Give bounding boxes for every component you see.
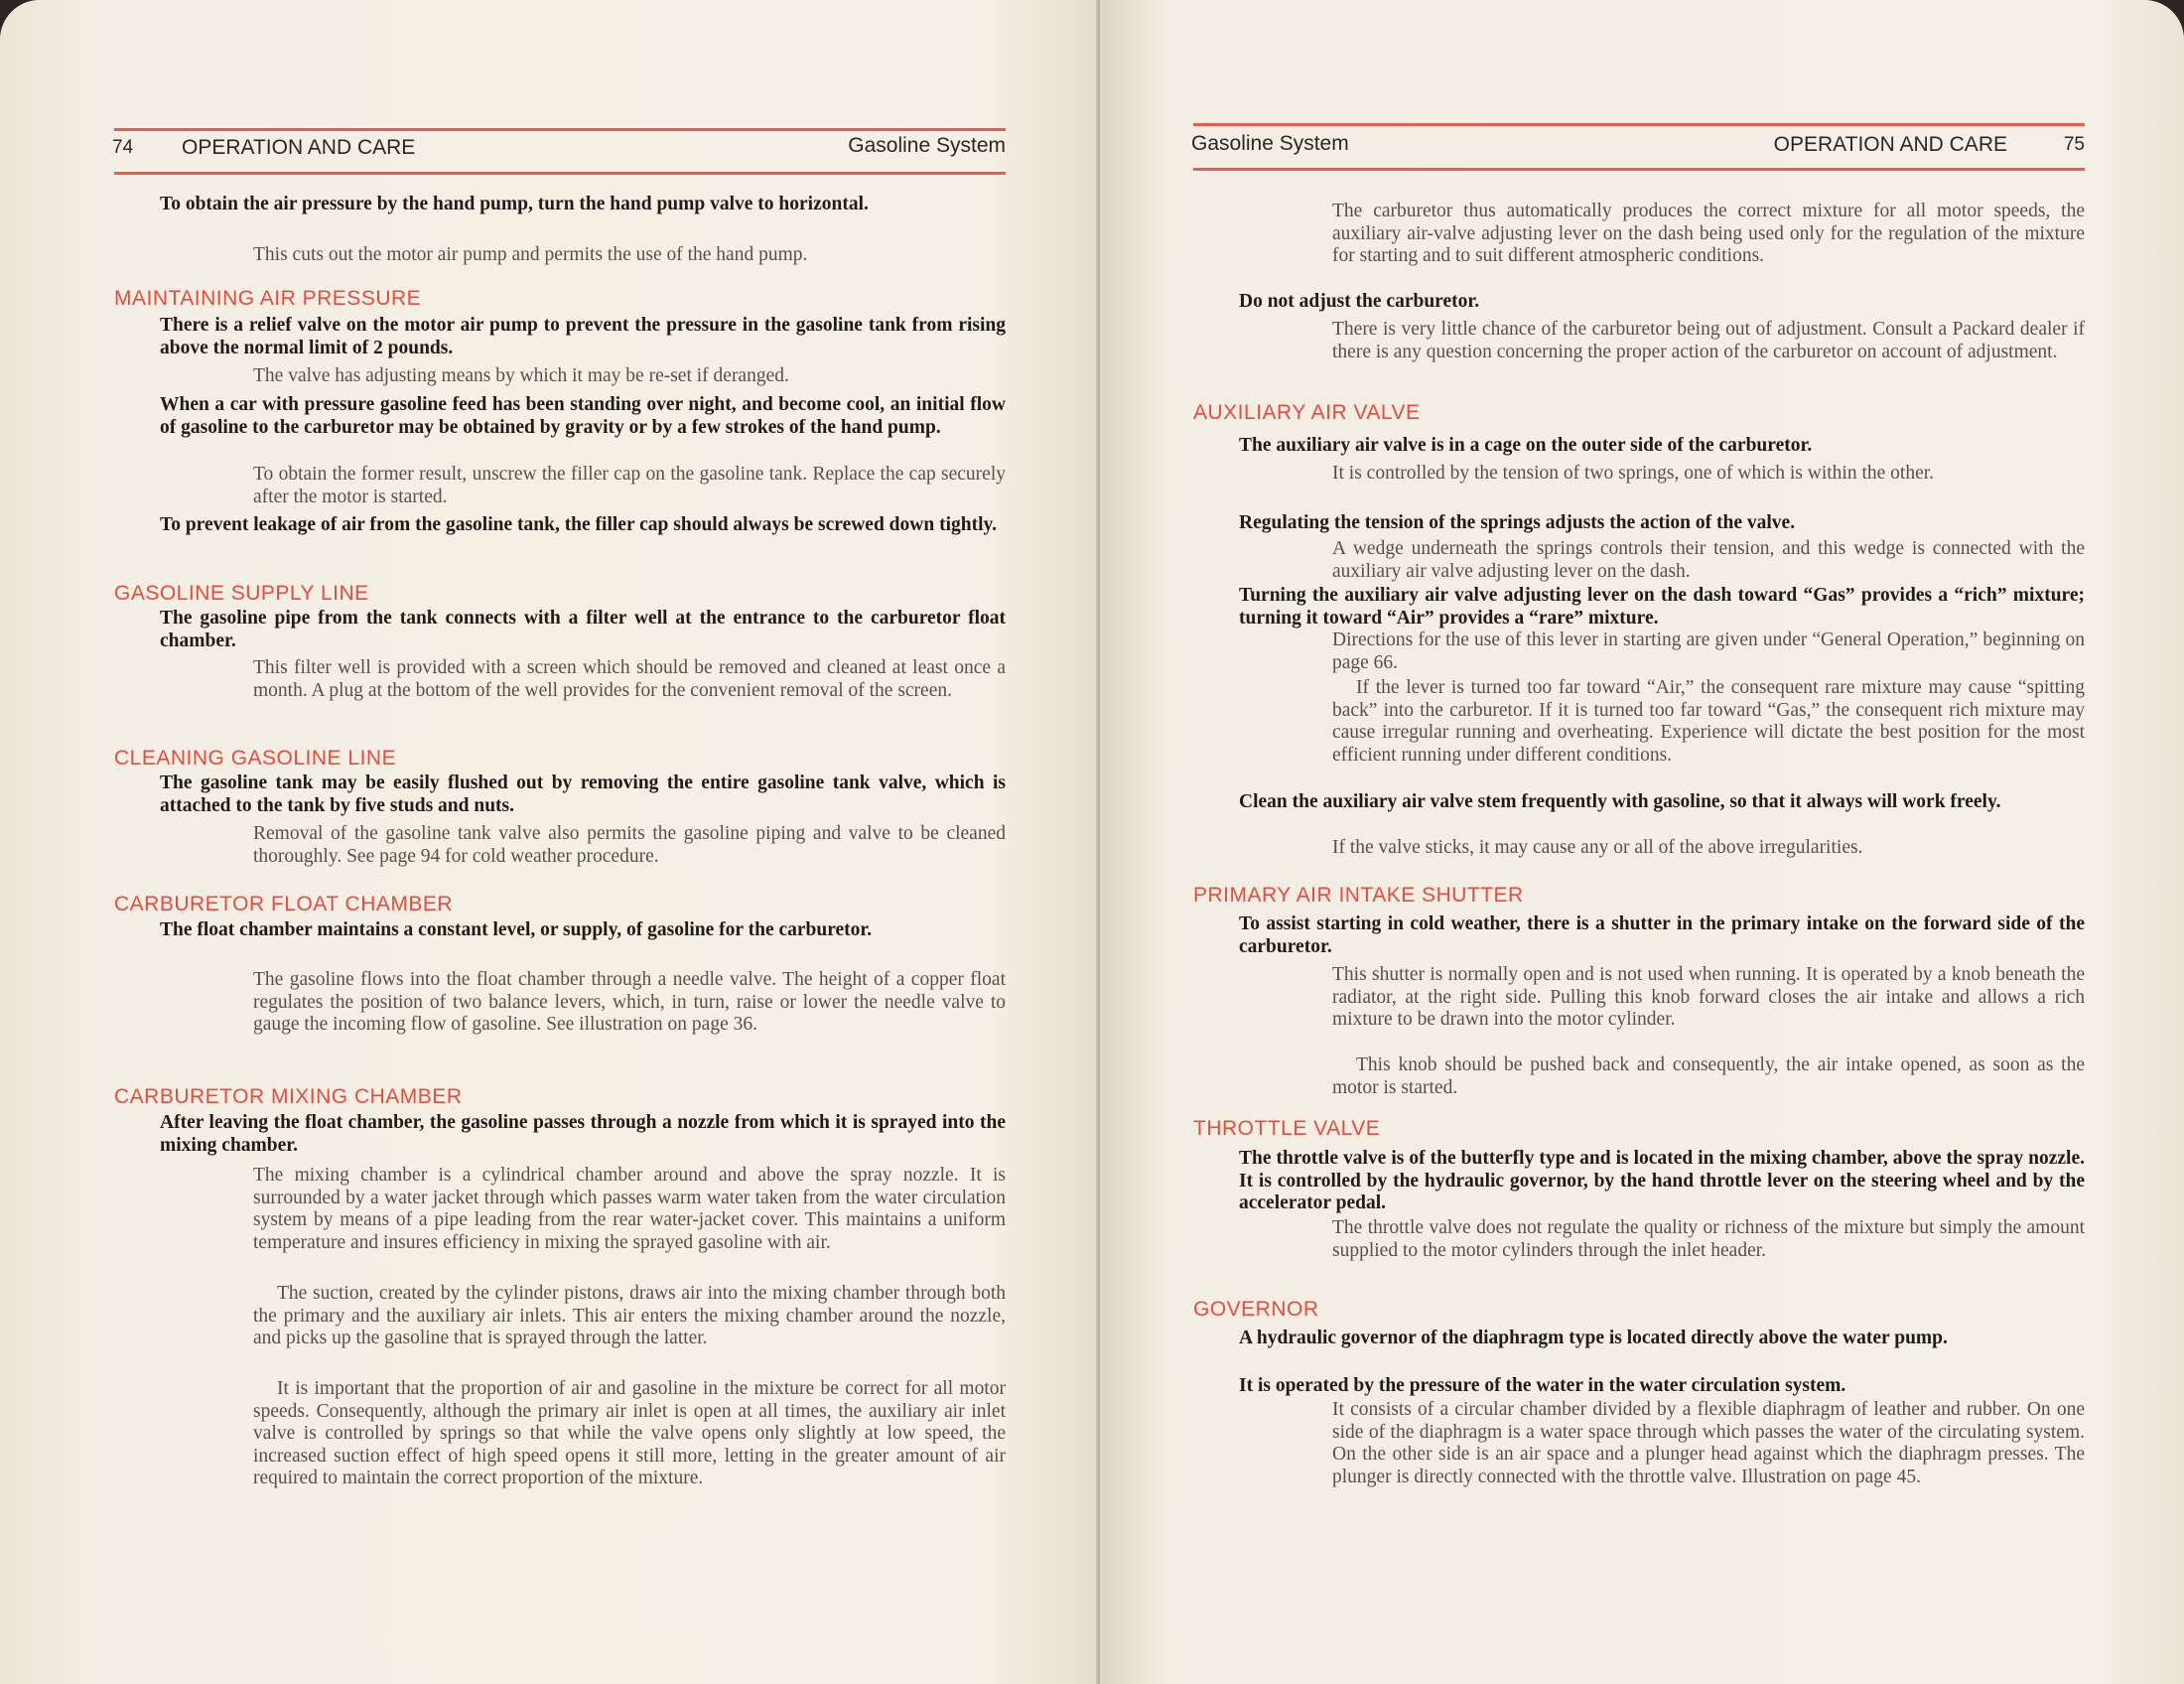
bold-paragraph: Clean the auxiliary air valve stem frequently with gasoline, so that it always will work freely. — [1239, 791, 2001, 812]
page-number: 74 — [112, 137, 134, 158]
bold-paragraph: After leaving the float chamber, the gasoline passes through a nozzle from which it is sprayed into the mixing chamber. — [160, 1112, 1006, 1156]
section-title: Gasoline System — [848, 134, 1006, 157]
body-paragraph: This shutter is normally open and is not used when running. It is operated by a knob beneath the radiator, at the right side. Pulling this knob forward closes the air intake and allows a rich mixture to be drawn into the motor cylinder. — [1332, 964, 2085, 1030]
body-paragraph: The mixing chamber is a cylindrical chamber around and above the spray nozzle. It is surrounded by a water jacket through which passes warm water taken from the water circulation system by means of a pipe leading from the rear water-jacket cover. This maintains a uniform temperature and insures efficiency in mixing the sprayed gasoline with air. — [253, 1165, 1006, 1253]
bold-paragraph: There is a relief valve on the motor air pump to prevent the pressure in the gasoline tank from rising above the normal limit of 2 pounds. — [160, 315, 1006, 358]
bold-paragraph: Do not adjust the carburetor. — [1239, 291, 1480, 312]
section-heading: PRIMARY AIR INTAKE SHUTTER — [1193, 884, 1524, 907]
section-heading: AUXILIARY AIR VALVE — [1193, 401, 1421, 424]
bold-paragraph: It is operated by the pressure of the water in the water circulation system. — [1239, 1375, 1846, 1396]
bold-paragraph: Turning the auxiliary air valve adjusting lever on the dash toward “Gas” provides a “rich” mixture; turning it toward “Air” provides a “rare” mixture. — [1239, 585, 2085, 629]
body-paragraph: If the valve sticks, it may cause any or all of the above irregularities. — [1332, 837, 1863, 858]
running-title: OPERATION AND CARE — [1773, 133, 2007, 156]
bold-paragraph: A hydraulic governor of the diaphragm type is located directly above the water pump. — [1239, 1328, 1948, 1348]
bold-paragraph: To obtain the air pressure by the hand pump, turn the hand pump valve to horizontal. — [160, 194, 869, 214]
body-paragraph: To obtain the former result, unscrew the filler cap on the gasoline tank. Replace the cap securely after the motor is started. — [253, 464, 1006, 507]
bold-paragraph: The auxiliary air valve is in a cage on the outer side of the carburetor. — [1239, 435, 1813, 456]
body-paragraph: The suction, created by the cylinder pistons, draws air into the mixing chamber through both the primary and the auxiliary air inlets. This air enters the mixing chamber around the nozzle, and picks up the gasoline that is sprayed through the latter. — [253, 1283, 1006, 1348]
body-paragraph: Directions for the use of this lever in starting are given under “General Operation,” beginning on page 66. — [1332, 630, 2085, 673]
body-paragraph: There is very little chance of the carburetor being out of adjustment. Consult a Packard dealer if there is any question concerning the proper action of the carburetor on account of adjustment. — [1332, 319, 2085, 362]
header-rule-top — [1193, 123, 2085, 126]
bold-paragraph: To assist starting in cold weather, there is a shutter in the primary intake on the forward side of the carburetor. — [1239, 913, 2085, 957]
body-paragraph: The gasoline flows into the float chamber through a needle valve. The height of a copper float regulates the position of two balance levers, which, in turn, raise or lower the needle valve to gauge the incoming flow of gasoline. See illustration on page 36. — [253, 969, 1006, 1035]
header-rule-bottom — [1193, 168, 2085, 171]
section-heading: MAINTAINING AIR PRESSURE — [114, 287, 422, 310]
body-paragraph: It consists of a circular chamber divided by a flexible diaphragm of leather and rubber. On one side of the diaphragm is a water space through which passes the water of the circulating system. On the other side is an air space and a plunger head against which the diaphragm presses. The plunger is directly connected with the throttle valve. Illustration on page 45. — [1332, 1399, 2085, 1487]
right-page — [1100, 0, 2184, 1684]
body-paragraph: This filter well is provided with a screen which should be removed and cleaned at least once a month. A plug at the bottom of the well provides for the convenient removal of the screen. — [253, 657, 1006, 701]
body-paragraph: It is important that the proportion of air and gasoline in the mixture be correct for all motor speeds. Consequently, although the primary air inlet is open at all times, the auxiliary air inlet valve is controlled by springs so that while the valve opens only slightly at low speed, the increased suction effect of high speed opens it still more, letting in the greater amount of air required to maintain the correct proportion of the mixture. — [253, 1378, 1006, 1488]
body-paragraph: A wedge underneath the springs controls their tension, and this wedge is connected with the auxiliary air valve adjusting lever on the dash. — [1332, 538, 2085, 582]
section-heading: GOVERNOR — [1193, 1298, 1319, 1321]
header-rule-bottom — [114, 172, 1006, 175]
running-title: OPERATION AND CARE — [182, 136, 416, 159]
section-title: Gasoline System — [1191, 132, 1349, 155]
bold-paragraph: The gasoline tank may be easily flushed out by removing the entire gasoline tank valve, which is attached to the tank by five studs and nuts. — [160, 772, 1006, 816]
body-paragraph: This cuts out the motor air pump and permits the use of the hand pump. — [253, 244, 808, 265]
header-rule-top — [114, 128, 1006, 131]
body-paragraph: The valve has adjusting means by which it may be re-set if deranged. — [253, 365, 789, 386]
body-paragraph: This knob should be pushed back and consequently, the air intake opened, as soon as the motor is started. — [1332, 1054, 2085, 1098]
bold-paragraph: To prevent leakage of air from the gasoline tank, the filler cap should always be screwed down tightly. — [160, 514, 998, 535]
section-heading: CLEANING GASOLINE LINE — [114, 747, 397, 770]
bold-paragraph: The gasoline pipe from the tank connects with a filter well at the entrance to the carburetor float chamber. — [160, 608, 1006, 651]
bold-paragraph: The throttle valve is of the butterfly type and is located in the mixing chamber, above the spray nozzle. It is controlled by the hydraulic governor, by the hand throttle lever on the steering wheel and by the accelerator pedal. — [1239, 1148, 2085, 1213]
section-heading: GASOLINE SUPPLY LINE — [114, 582, 369, 605]
bold-paragraph: Regulating the tension of the springs adjusts the action of the valve. — [1239, 512, 1796, 533]
body-paragraph: The throttle valve does not regulate the quality or richness of the mixture but simply the amount supplied to the motor cylinders through the inlet header. — [1332, 1217, 2085, 1261]
section-heading: CARBURETOR FLOAT CHAMBER — [114, 893, 454, 915]
bold-paragraph: The float chamber maintains a constant level, or supply, of gasoline for the carburetor. — [160, 919, 873, 940]
section-heading: CARBURETOR MIXING CHAMBER — [114, 1085, 463, 1108]
body-paragraph: It is controlled by the tension of two springs, one of which is within the other. — [1332, 463, 1935, 484]
body-paragraph: The carburetor thus automatically produces the correct mixture for all motor speeds, the auxiliary air-valve adjusting lever on the dash being used only for the regulation of the mixture for starting and to suit different atmospheric conditions. — [1332, 201, 2085, 266]
bold-paragraph: When a car with pressure gasoline feed has been standing over night, and become cool, an initial flow of gasoline to the carburetor may be obtained by gravity or by a few strokes of the hand pump. — [160, 394, 1006, 438]
section-heading: THROTTLE VALVE — [1193, 1117, 1381, 1140]
page-number: 75 — [2063, 134, 2085, 155]
body-paragraph: Removal of the gasoline tank valve also permits the gasoline piping and valve to be cleaned thoroughly. See page 94 for cold weather procedure. — [253, 823, 1006, 867]
body-paragraph: If the lever is turned too far toward “Air,” the consequent rare mixture may cause “spitting back” into the carburetor. If it is turned too far toward “Gas,” the consequent rich mixture may cause irregular running and overheating. Experience will dictate the best position for the most efficient running under different conditions. — [1332, 677, 2085, 766]
